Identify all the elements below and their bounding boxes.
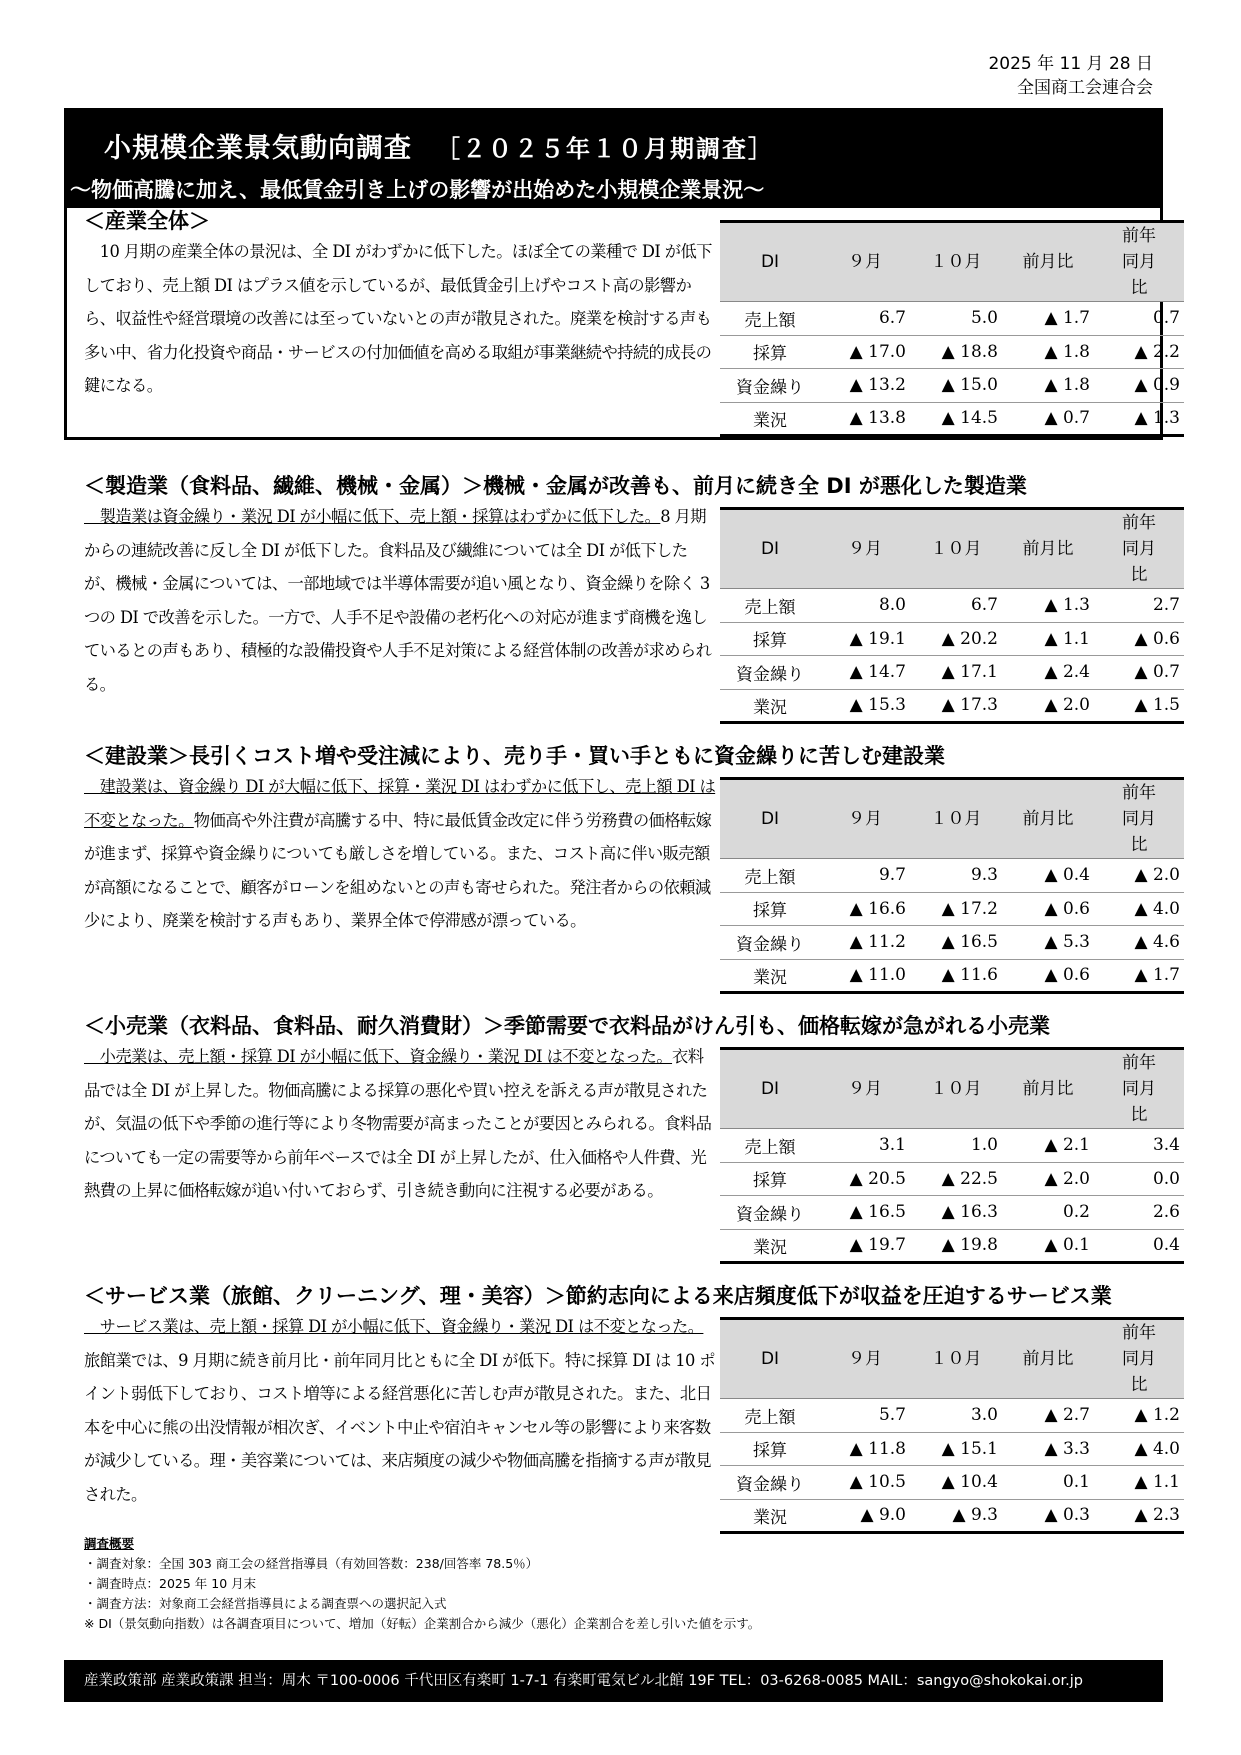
di-value-cell: ▲ 20.5 xyxy=(820,1162,910,1196)
section-body-text xyxy=(84,500,716,701)
di-value-cell: 0.4 xyxy=(1094,1229,1184,1263)
di-row-label: 採算 xyxy=(720,1162,820,1196)
di-value-cell: ▲ 17.0 xyxy=(820,335,910,369)
di-value-cell: ▲ 14.5 xyxy=(910,402,1002,436)
di-row-label: 業況 xyxy=(720,1229,820,1263)
contact-footer: 産業政策部 産業政策課 担当：周木 〒100-0006 千代田区有楽町 1-7-1 有楽町電気ビル北館 19F TEL：03-6268-0085 MAIL：sangyo@shokokai.or.jp xyxy=(64,1660,1163,1702)
section-heading: ＜サービス業（旅館、クリーニング、理・美容）＞節約志向による来店頻度低下が収益を圧迫するサービス業 xyxy=(84,1284,1112,1308)
di-value-cell: 8.0 xyxy=(820,589,910,623)
di-row-label: 売上額 xyxy=(720,589,820,623)
di-value-cell: 6.7 xyxy=(910,589,1002,623)
di-value-cell: ▲ 0.9 xyxy=(1094,369,1184,403)
di-value-cell: ▲ 16.5 xyxy=(910,926,1002,960)
table-row xyxy=(720,1399,1184,1433)
di-value-cell: ▲ 3.3 xyxy=(1002,1432,1094,1466)
di-table xyxy=(720,220,1184,437)
di-value-cell: ▲ 2.0 xyxy=(1002,689,1094,723)
table-row xyxy=(720,689,1184,723)
di-value-cell: ▲ 11.6 xyxy=(910,959,1002,993)
di-row-label: 資金繰り xyxy=(720,369,820,403)
header-date-block xyxy=(988,52,1153,100)
page-title xyxy=(104,126,1163,165)
di-value-cell: 5.0 xyxy=(910,302,1002,336)
di-value-cell: ▲ 0.7 xyxy=(1002,402,1094,436)
notes-line: ・調査方法：対象商工会経営指導員による調査票への選択記入式 xyxy=(84,1596,447,1611)
section-body-text xyxy=(84,1040,716,1208)
di-value-cell: ▲ 19.8 xyxy=(910,1229,1002,1263)
di-column-header: DI xyxy=(720,1319,820,1399)
di-value-cell: 9.3 xyxy=(910,859,1002,893)
di-value-cell: ▲ 1.1 xyxy=(1002,622,1094,656)
section-body-text xyxy=(84,1310,716,1511)
di-value-cell: ▲ 16.5 xyxy=(820,1196,910,1230)
yoy-header-label: 前年同月比 xyxy=(1122,1323,1156,1395)
di-value-cell: ▲ 1.5 xyxy=(1094,689,1184,723)
di-value-cell: ▲ 13.8 xyxy=(820,402,910,436)
di-column-header xyxy=(1094,1319,1184,1399)
di-value-cell: ▲ 10.5 xyxy=(820,1466,910,1500)
di-value-cell: 0.0 xyxy=(1094,1162,1184,1196)
di-value-cell: ▲ 19.1 xyxy=(820,622,910,656)
di-value-cell: ▲ 15.0 xyxy=(910,369,1002,403)
table-row xyxy=(720,369,1184,403)
di-row-label: 売上額 xyxy=(720,859,820,893)
di-value-cell: ▲ 11.2 xyxy=(820,926,910,960)
di-column-header: ９月 xyxy=(820,1319,910,1399)
table-row xyxy=(720,926,1184,960)
di-column-header: 前月比 xyxy=(1002,222,1094,302)
di-column-header xyxy=(1094,779,1184,859)
di-value-cell: 2.7 xyxy=(1094,589,1184,623)
di-table-header-row xyxy=(720,779,1184,859)
di-row-label: 売上額 xyxy=(720,1399,820,1433)
table-row xyxy=(720,1229,1184,1263)
di-row-label: 売上額 xyxy=(720,1129,820,1163)
di-value-cell: ▲ 5.3 xyxy=(1002,926,1094,960)
di-value-cell: ▲ 1.7 xyxy=(1094,959,1184,993)
di-value-cell: 1.0 xyxy=(910,1129,1002,1163)
di-table xyxy=(720,1047,1184,1264)
di-value-cell: ▲ 2.3 xyxy=(1094,1499,1184,1533)
table-row xyxy=(720,622,1184,656)
di-column-header: １０月 xyxy=(910,1049,1002,1129)
section-body: 8 月期からの連続改善に反し全 DI が低下した。食料品及び繊維については全 DI が低下したが、機械・金属については、一部地域では半導体需要が追い風となり、資金繰りを除く 3 つの DI で改善を示した。一方で、人手不足や設備の老朽化への対応が進まず商機を逸しているとの声もあり、積極的な設備投資や人手不足対策による経営体制の改善が求められる。 xyxy=(84,507,712,694)
di-table xyxy=(720,777,1184,994)
di-column-header: ９月 xyxy=(820,779,910,859)
di-column-header xyxy=(1094,222,1184,302)
di-value-cell: ▲ 22.5 xyxy=(910,1162,1002,1196)
di-value-cell: ▲ 18.8 xyxy=(910,335,1002,369)
di-table-header-row xyxy=(720,222,1184,302)
di-row-label: 採算 xyxy=(720,335,820,369)
di-value-cell: ▲ 2.7 xyxy=(1002,1399,1094,1433)
di-column-header: ９月 xyxy=(820,222,910,302)
di-row-label: 採算 xyxy=(720,1432,820,1466)
table-row xyxy=(720,1499,1184,1533)
di-row-label: 売上額 xyxy=(720,302,820,336)
di-row-label: 業況 xyxy=(720,689,820,723)
di-table-header-row xyxy=(720,1319,1184,1399)
publisher: 全国商工会連合会 xyxy=(1017,78,1153,98)
yoy-header-label: 前年同月比 xyxy=(1122,783,1156,855)
table-row xyxy=(720,892,1184,926)
notes-line: ・調査対象：全国 303 商工会の経営指導員（有効回答数：238/回答率 78.5％） xyxy=(84,1556,539,1571)
section-body: 衣料品では全 DI が上昇した。物価高騰による採算の悪化や買い控えを訴える声が散見されたが、気温の低下や季節の進行等により冬物需要が高まったことが要因とみられる。食料品についても一定の需要等から前年ベースでは全 DI が上昇したが、仕入価格や人件費、光熱費の上昇に価格転嫁が追い付いておらず、引き続き動向に注視する必要がある。 xyxy=(84,1047,712,1200)
di-column-header: ９月 xyxy=(820,1049,910,1129)
di-value-cell: ▲ 4.0 xyxy=(1094,892,1184,926)
di-table-header-row xyxy=(720,1049,1184,1129)
di-value-cell: ▲ 0.7 xyxy=(1094,656,1184,690)
di-value-cell: ▲ 17.1 xyxy=(910,656,1002,690)
di-row-label: 採算 xyxy=(720,622,820,656)
table-row xyxy=(720,1466,1184,1500)
di-column-header: DI xyxy=(720,779,820,859)
di-row-label: 採算 xyxy=(720,892,820,926)
di-value-cell: ▲ 0.4 xyxy=(1002,859,1094,893)
yoy-header-label: 前年同月比 xyxy=(1122,513,1156,585)
di-value-cell: ▲ 9.3 xyxy=(910,1499,1002,1533)
di-value-cell: ▲ 2.0 xyxy=(1002,1162,1094,1196)
table-row xyxy=(720,1432,1184,1466)
section-summary-underlined: 小売業は、売上額・採算 DI が小幅に低下、資金繰り・業況 DI は不変となった。 xyxy=(84,1047,673,1066)
di-value-cell: ▲ 0.6 xyxy=(1002,959,1094,993)
yoy-header-label: 前年同月比 xyxy=(1122,1053,1156,1125)
di-value-cell: ▲ 0.6 xyxy=(1094,622,1184,656)
notes-line: ・調査時点：2025 年 10 月末 xyxy=(84,1576,257,1591)
di-value-cell: ▲ 1.1 xyxy=(1094,1466,1184,1500)
di-column-header xyxy=(1094,1049,1184,1129)
di-value-cell: ▲ 0.1 xyxy=(1002,1229,1094,1263)
di-value-cell: ▲ 11.8 xyxy=(820,1432,910,1466)
di-column-header: DI xyxy=(720,509,820,589)
table-row xyxy=(720,402,1184,436)
di-column-header: 前月比 xyxy=(1002,1049,1094,1129)
di-table xyxy=(720,507,1184,724)
di-row-label: 資金繰り xyxy=(720,1196,820,1230)
di-table xyxy=(720,1317,1184,1534)
di-value-cell: ▲ 2.1 xyxy=(1002,1129,1094,1163)
page-subtitle: ～物価高騰に加え、最低賃金引き上げの影響が出始めた小規模企業景況～ xyxy=(70,178,765,202)
di-value-cell: 2.6 xyxy=(1094,1196,1184,1230)
di-value-cell: ▲ 17.2 xyxy=(910,892,1002,926)
yoy-header-label: 前年同月比 xyxy=(1122,226,1156,298)
di-value-cell: ▲ 15.3 xyxy=(820,689,910,723)
di-value-cell: ▲ 1.2 xyxy=(1094,1399,1184,1433)
di-value-cell: ▲ 2.2 xyxy=(1094,335,1184,369)
di-value-cell: 0.2 xyxy=(1002,1196,1094,1230)
di-column-header: DI xyxy=(720,1049,820,1129)
di-column-header: 前月比 xyxy=(1002,1319,1094,1399)
notes-line: ※ DI（景気動向指数）は各調査項目について、増加（好転）企業割合から減少（悪化）企業割合を差し引いた値を示す。 xyxy=(84,1616,761,1631)
di-value-cell: 3.4 xyxy=(1094,1129,1184,1163)
di-row-label: 資金繰り xyxy=(720,1466,820,1500)
table-row xyxy=(720,1162,1184,1196)
di-value-cell: 9.7 xyxy=(820,859,910,893)
di-column-header xyxy=(1094,509,1184,589)
di-value-cell: ▲ 17.3 xyxy=(910,689,1002,723)
di-row-label: 業況 xyxy=(720,1499,820,1533)
di-value-cell: ▲ 14.7 xyxy=(820,656,910,690)
table-row xyxy=(720,859,1184,893)
di-column-header: 前月比 xyxy=(1002,509,1094,589)
di-value-cell: ▲ 16.3 xyxy=(910,1196,1002,1230)
di-row-label: 業況 xyxy=(720,959,820,993)
section-body: 旅館業では、9 月期に続き前月比・前年同月比ともに全 DI が低下。特に採算 DI は 10 ポイント弱低下しており、コスト増等による経営悪化に苦しむ声が散見された。また、北日本を中心に熊の出没情報が相次ぎ、イベント中止や宿泊キャンセル等の影響により来客数が減少している。理・美容業については、来店頻度の減少や物価高騰を指摘する声が散見された。 xyxy=(84,1350,716,1504)
di-row-label: 資金繰り xyxy=(720,656,820,690)
di-value-cell: ▲ 1.8 xyxy=(1002,335,1094,369)
di-value-cell: ▲ 0.3 xyxy=(1002,1499,1094,1533)
section-body-text xyxy=(84,770,716,938)
di-value-cell: 3.1 xyxy=(820,1129,910,1163)
survey-period: ［２０２５年１０月期調査］ xyxy=(436,135,774,163)
di-value-cell: ▲ 11.0 xyxy=(820,959,910,993)
di-column-header: １０月 xyxy=(910,509,1002,589)
di-row-label: 業況 xyxy=(720,402,820,436)
table-row xyxy=(720,1129,1184,1163)
table-row xyxy=(720,656,1184,690)
di-column-header: １０月 xyxy=(910,1319,1002,1399)
survey-notes xyxy=(84,1534,760,1634)
di-value-cell: 3.0 xyxy=(910,1399,1002,1433)
di-value-cell: ▲ 4.6 xyxy=(1094,926,1184,960)
di-value-cell: 0.1 xyxy=(1002,1466,1094,1500)
di-value-cell: ▲ 15.1 xyxy=(910,1432,1002,1466)
section-heading: ＜製造業（食料品、繊維、機械・金属）＞機械・金属が改善も、前月に続き全 DI が悪化した製造業 xyxy=(84,474,1027,498)
section-body: 10 月期の産業全体の景況は、全 DI がわずかに低下した。ほぼ全ての業種で DI が低下しており、売上額 DI はプラス値を示しているが、最低賃金引上げやコスト高の影響から、収益性や経営環境の改善には至っていないとの声が散見された。廃業を検討する声も多い中、省力化投資や商品・サービスの付加価値を高める取組が事業継続や持続的成長の鍵になる。 xyxy=(84,242,712,395)
di-row-label: 資金繰り xyxy=(720,926,820,960)
table-row xyxy=(720,1196,1184,1230)
title-banner xyxy=(64,108,1163,208)
di-value-cell: ▲ 10.4 xyxy=(910,1466,1002,1500)
di-column-header: １０月 xyxy=(910,222,1002,302)
section-summary-underlined: サービス業は、売上額・採算 DI が小幅に低下、資金繰り・業況 DI は不変となった。 xyxy=(84,1317,704,1336)
di-value-cell: ▲ 1.3 xyxy=(1002,589,1094,623)
table-row xyxy=(720,589,1184,623)
di-value-cell: ▲ 19.7 xyxy=(820,1229,910,1263)
section-summary-underlined: 製造業は資金繰り・業況 DI が小幅に低下、売上額・採算はわずかに低下した。 xyxy=(84,507,661,526)
di-value-cell: ▲ 13.2 xyxy=(820,369,910,403)
di-value-cell: ▲ 1.3 xyxy=(1094,402,1184,436)
di-value-cell: ▲ 4.0 xyxy=(1094,1432,1184,1466)
table-row xyxy=(720,959,1184,993)
di-value-cell: ▲ 1.7 xyxy=(1002,302,1094,336)
di-value-cell: 0.7 xyxy=(1094,302,1184,336)
section-body: 物価高や外注費が高騰する中、特に最低賃金改定に伴う労務費の価格転嫁が進まず、採算や資金繰りについても厳しさを増している。また、コスト高に伴い販売額が高額になることで、顧客がローンを組めないとの声も寄せられた。発注者からの依頼減少により、廃業を検討する声もあり、業界全体で停滞感が漂っている。 xyxy=(84,810,712,930)
table-row xyxy=(720,335,1184,369)
notes-title: 調査概要 xyxy=(84,1536,135,1551)
di-value-cell: ▲ 0.6 xyxy=(1002,892,1094,926)
report-title: 小規模企業景気動向調査 xyxy=(104,133,412,164)
issue-date: 2025 年 11 月 28 日 xyxy=(988,54,1153,74)
di-column-header: １０月 xyxy=(910,779,1002,859)
section-heading: ＜建設業＞長引くコスト増や受注減により、売り手・買い手ともに資金繰りに苦しむ建設業 xyxy=(84,744,945,768)
di-value-cell: 5.7 xyxy=(820,1399,910,1433)
di-value-cell: 6.7 xyxy=(820,302,910,336)
di-column-header: ９月 xyxy=(820,509,910,589)
di-value-cell: ▲ 9.0 xyxy=(820,1499,910,1533)
di-value-cell: ▲ 2.0 xyxy=(1094,859,1184,893)
di-value-cell: ▲ 16.6 xyxy=(820,892,910,926)
section-summary-underlined: 建設業は、資金繰り DI が大幅に低下、採算・業況 DI はわずかに低下し、売上額 DI は不変となった。 xyxy=(84,777,716,830)
di-table-header-row xyxy=(720,509,1184,589)
di-column-header: DI xyxy=(720,222,820,302)
section-body-text xyxy=(84,235,716,403)
di-value-cell: ▲ 20.2 xyxy=(910,622,1002,656)
section-heading: ＜産業全体＞ xyxy=(84,209,210,233)
di-value-cell: ▲ 2.4 xyxy=(1002,656,1094,690)
di-value-cell: ▲ 1.8 xyxy=(1002,369,1094,403)
di-column-header: 前月比 xyxy=(1002,779,1094,859)
table-row xyxy=(720,302,1184,336)
section-heading: ＜小売業（衣料品、食料品、耐久消費財）＞季節需要で衣料品がけん引も、価格転嫁が急がれる小売業 xyxy=(84,1014,1050,1038)
